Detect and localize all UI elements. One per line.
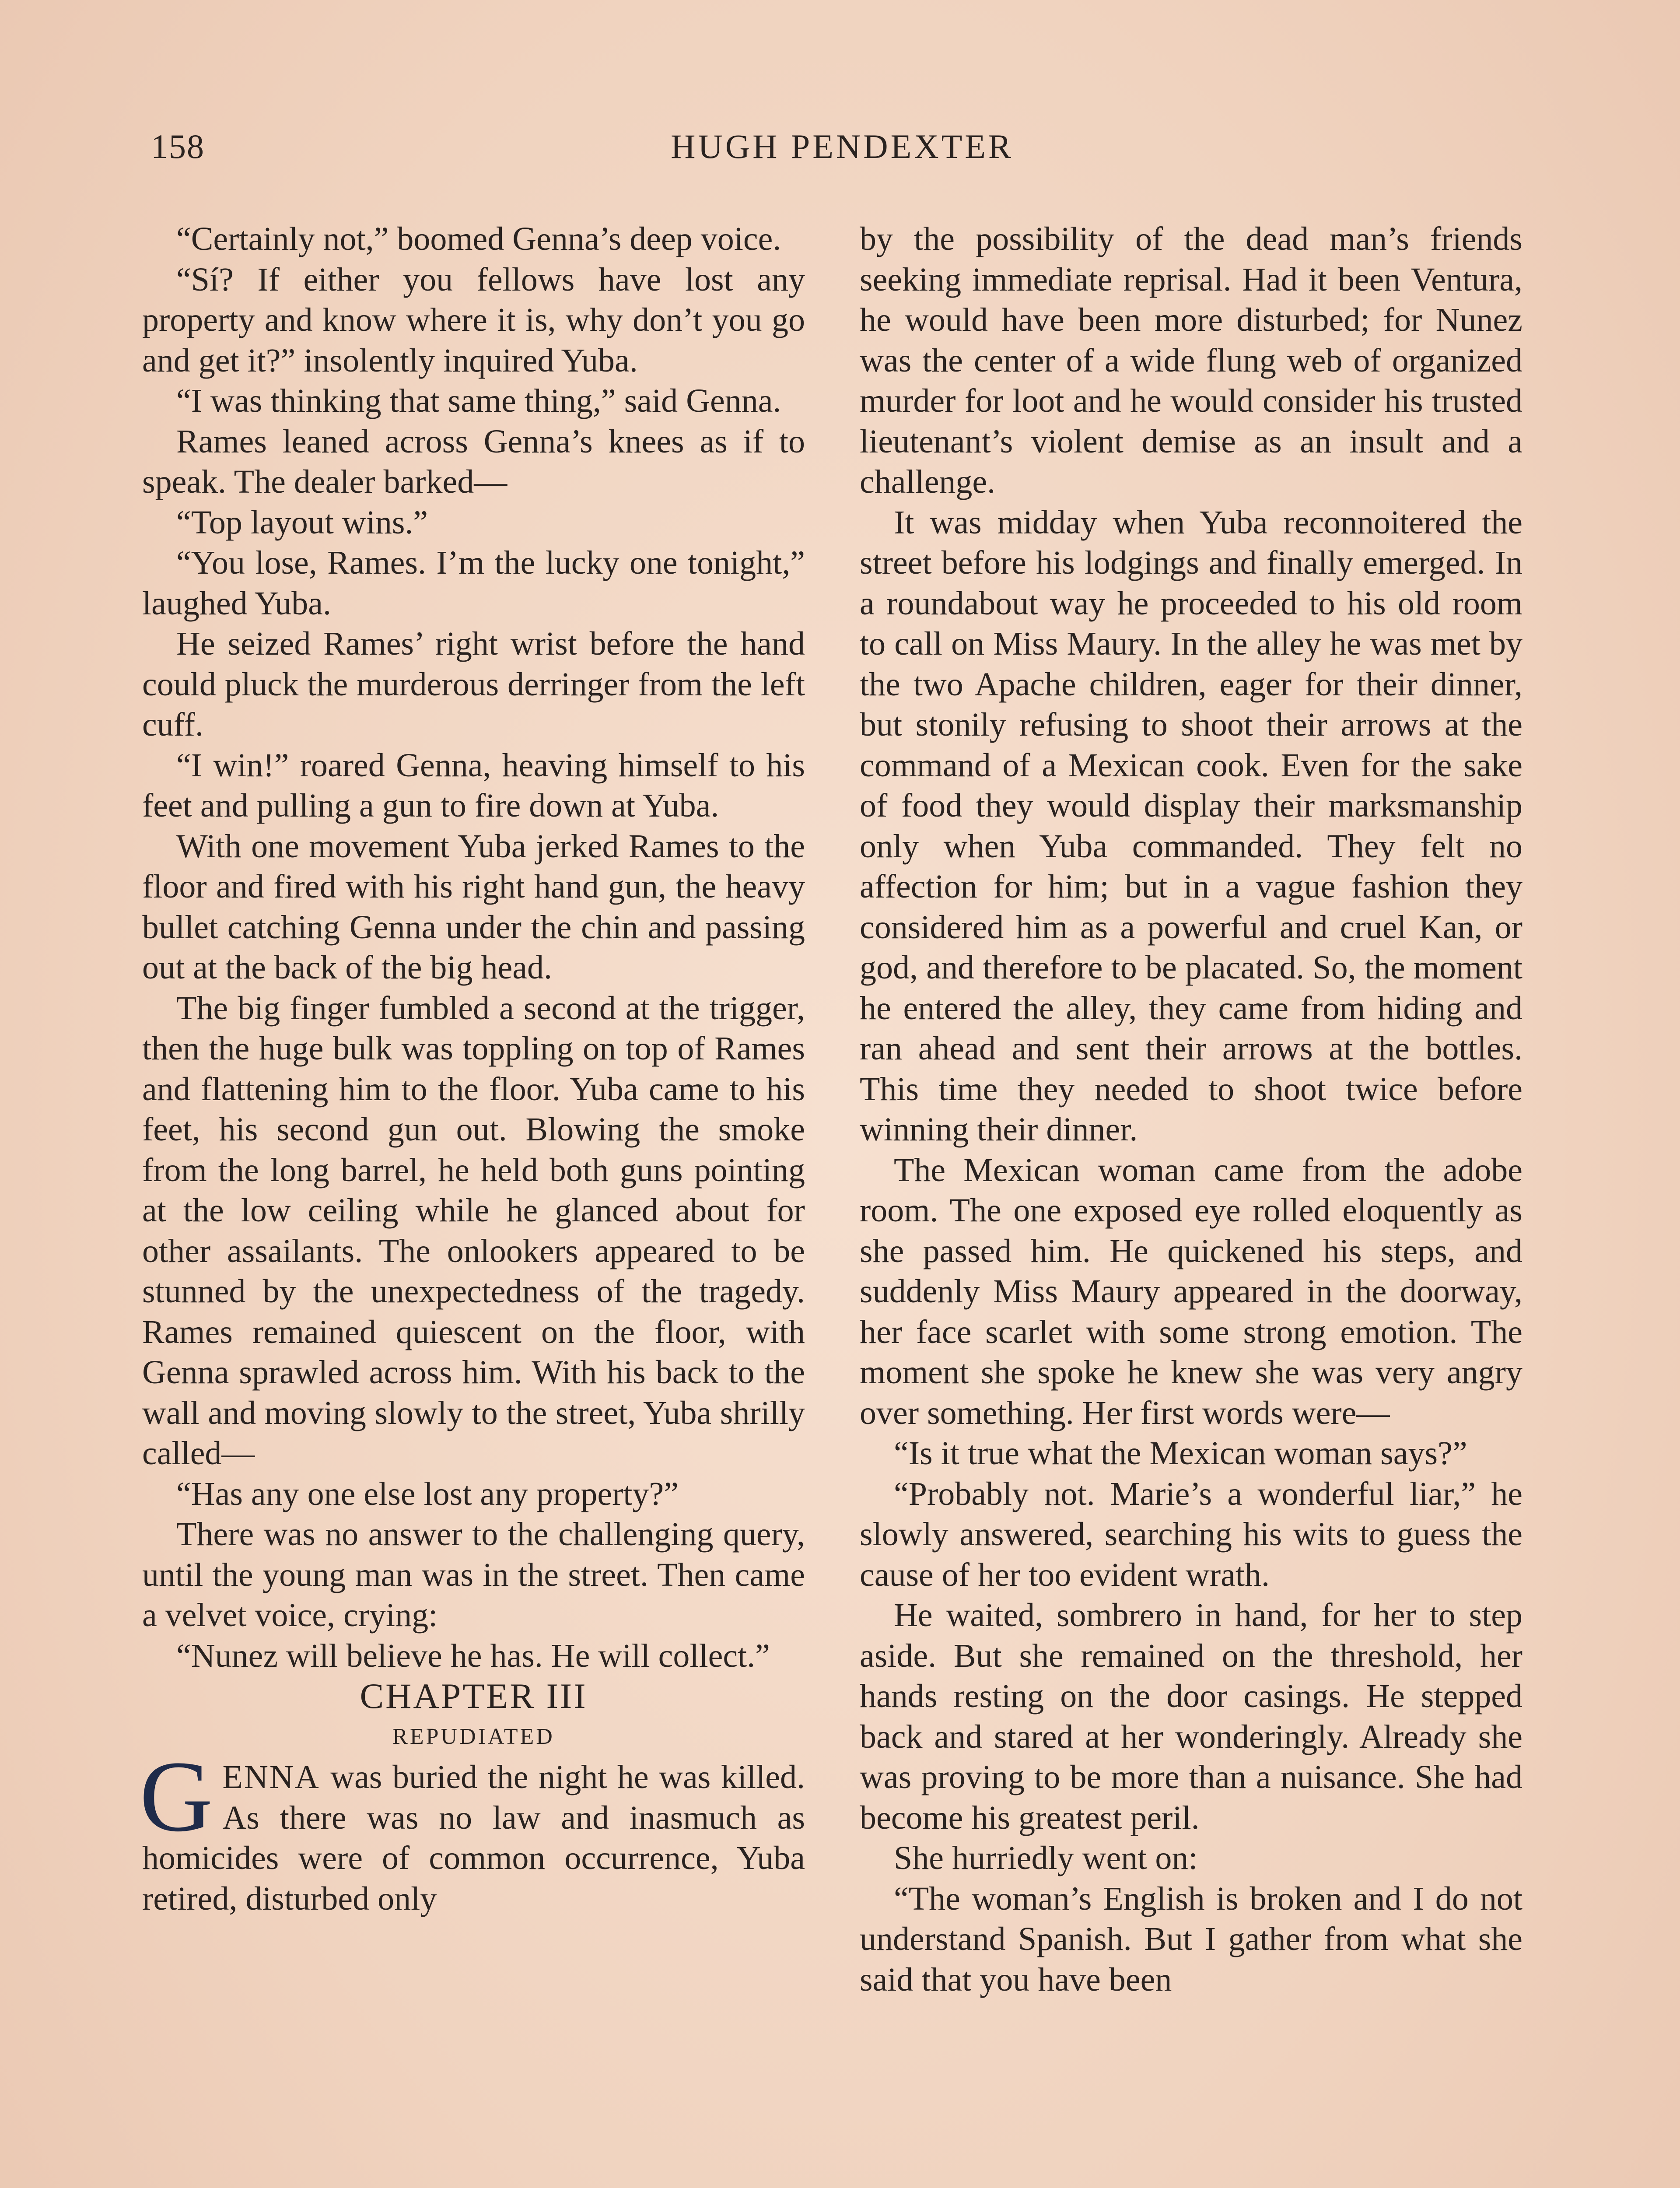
paragraph: “The woman’s English is broken and I do not understand Spanish. But I gather from what she said that you have been	[860, 1880, 1522, 1998]
paragraph: “I was thinking that same thing,” said Genna.	[176, 382, 781, 419]
paragraph: “You lose, Rames. I’m the lucky one tonight,” laughed Yuba.	[142, 544, 805, 622]
drop-cap: G	[140, 1740, 213, 1853]
paragraph: The big finger fumbled a second at the trigger, then the huge bulk was toppling on top of Rames and flattening him to the floor. Yuba came to his feet, his second gun out. Blowing the smoke from the long barrel, he held both guns pointing at the low ceiling while he glanced about for other assailants. The onlookers appeared to be stunned by the unexpectedness of the tragedy. Rames remained quiescent on the floor, with Genna sprawled across him. With his back to the wall and moving slowly to the street, Yuba shrilly called—	[142, 989, 805, 1472]
paragraph: “Top layout wins.”	[176, 504, 428, 541]
chapter-opening-paragraph	[140, 1740, 805, 1919]
paragraph: “I win!” roared Genna, heaving himself to his feet and pulling a gun to fire down at Yuba.	[142, 747, 805, 824]
paragraph: “Certainly not,” boomed Genna’s deep voice.	[176, 221, 781, 257]
opening-text: was buried the night he was killed. As there was no law and inasmuch as homicides were of common occurrence, Yuba retired, disturbed only	[142, 1759, 805, 1917]
chapter-subtitle: REPUDIATED	[392, 1724, 555, 1749]
page-header	[151, 127, 1533, 188]
paragraph: She hurriedly went on:	[894, 1840, 1198, 1876]
page-number: 158	[151, 127, 205, 165]
paragraph: It was midday when Yuba reconnoitered the street before his lodgings and finally emerged. In a roundabout way he proceeded to his old room to call on Miss Maury. In the alley he was met by the two Apache children, eager for their dinner, but stonily refusing to shoot their arrows at the command of a Mexican cook. Even for the sake of food they would display their marksmanship only when Yuba commanded. They felt no affection for him; but in a vague fashion they considered him as a powerful and cruel Kan, or god, and therefore to be placated. So, the moment he entered the alley, they came from hiding and ran ahead and sent their arrows at the bottles. This time they needed to shoot twice before winning their dinner.	[860, 504, 1522, 1148]
left-column	[142, 219, 805, 1919]
opening-word: ENNA	[222, 1759, 320, 1795]
paragraph: “Is it true what the Mexican woman says?”	[894, 1435, 1467, 1472]
paragraph: “Has any one else lost any property?”	[176, 1475, 679, 1512]
paragraph: “Sí? If either you fellows have lost any property and know where it is, why don’t you go and get it?” insolently inquired Yuba.	[142, 261, 805, 379]
paragraph: There was no answer to the challenging query, until the young man was in the street. Then came a velvet voice, crying:	[142, 1516, 805, 1634]
paragraph-continued: by the possibility of the dead man’s friends seeking immediate reprisal. Had it been Ventura, he would have been more disturbed; for Nunez was the center of a wide flung web of organized murder for loot and he would consider his trusted lieutenant’s violent demise as an insult and a challenge.	[860, 221, 1522, 500]
paragraph: “Probably not. Marie’s a wonderful liar,” he slowly answered, searching his wits to guess the cause of her too evident wrath.	[860, 1475, 1522, 1593]
paragraph: “Nunez will believe he has. He will collect.”	[176, 1637, 770, 1674]
paragraph: He seized Rames’ right wrist before the hand could pluck the murderous derringer from the left cuff.	[142, 625, 805, 743]
right-column	[860, 219, 1522, 2000]
chapter-title: CHAPTER III	[360, 1676, 588, 1716]
paragraph: The Mexican woman came from the adobe room. The one exposed eye rolled eloquently as she passed him. He quickened his steps, and suddenly Miss Maury appeared in the doorway, her face scarlet with some strong emotion. The moment she spoke he knew she was very angry over something. Her first words were—	[860, 1151, 1522, 1431]
paragraph: He waited, sombrero in hand, for her to step aside. But she remained on the threshold, her hands resting on the door casings. He stepped back and stared at her wonderingly. Already she was proving to be more than a nuisance. She had become his greatest peril.	[860, 1597, 1522, 1836]
paragraph: With one movement Yuba jerked Rames to the floor and fired with his right hand gun, the heavy bullet catching Genna under the chin and passing out at the back of the big head.	[142, 828, 805, 986]
running-head: HUGH PENDEXTER	[671, 127, 1014, 165]
paragraph: Rames leaned across Genna’s knees as if to speak. The dealer barked—	[142, 423, 805, 500]
